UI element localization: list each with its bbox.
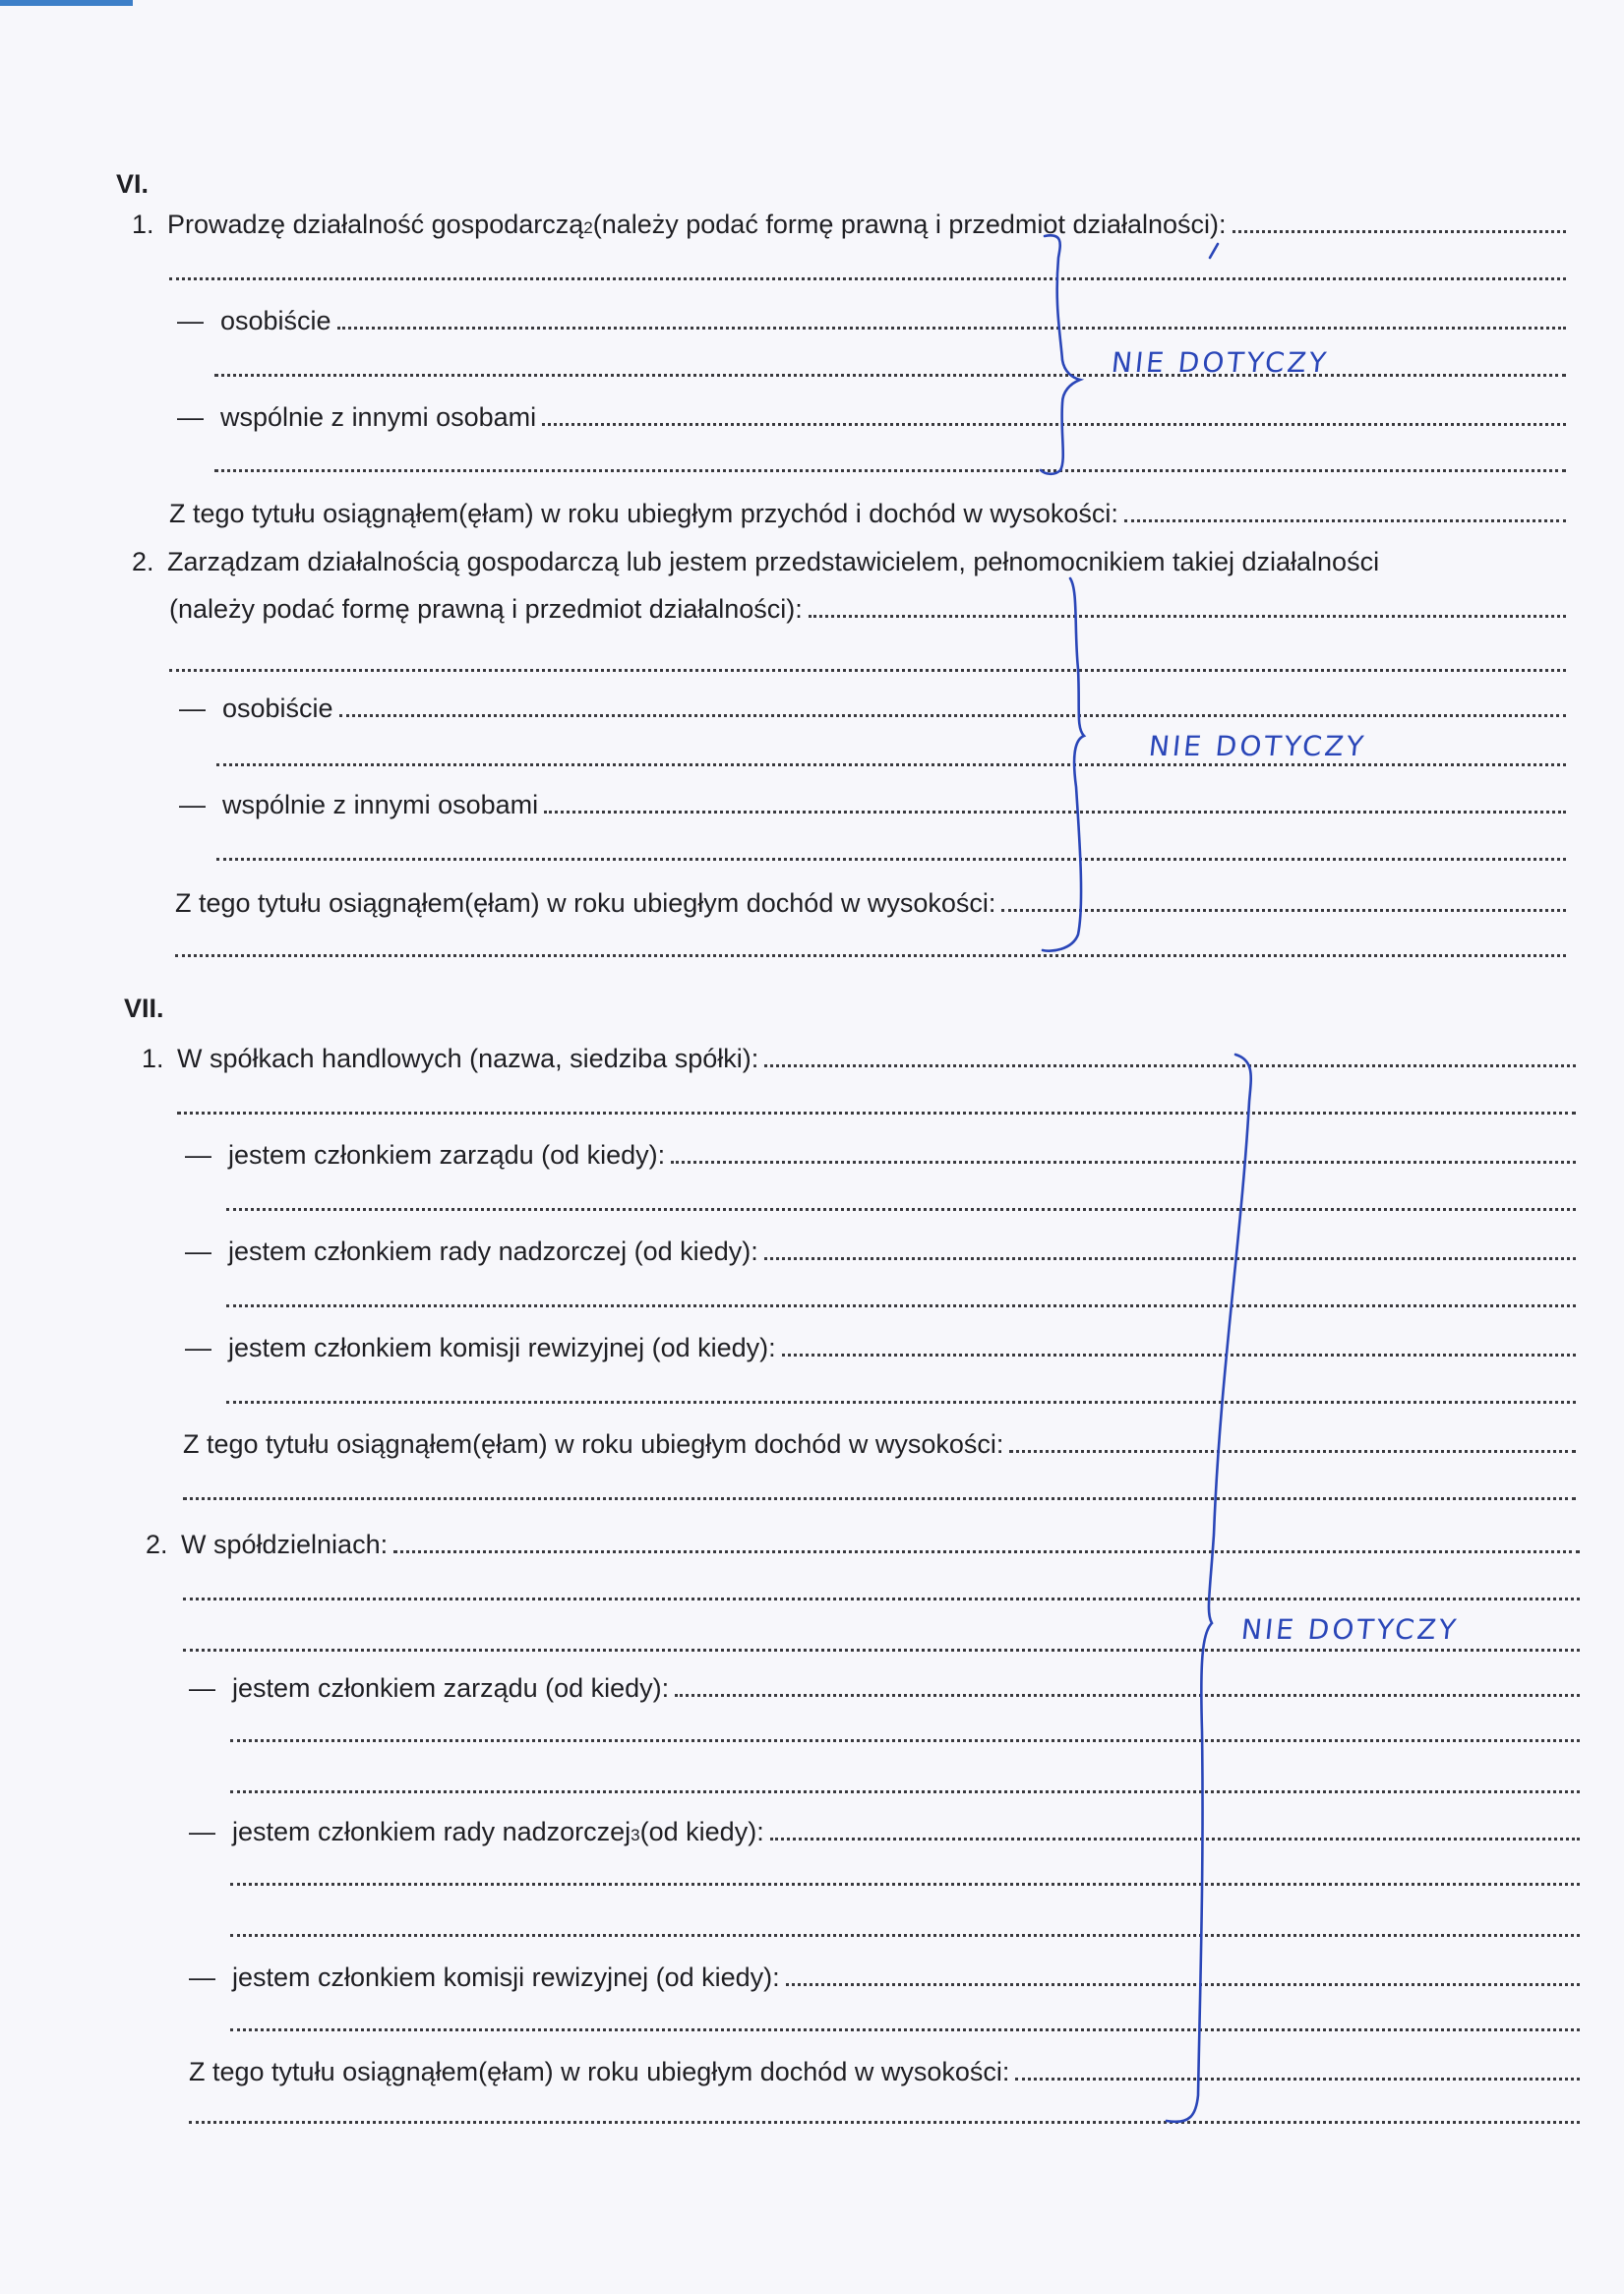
income-label: Z tego tytułu osiągnąłem(ęłam) w roku ubiegłym przychód i dochód w wysokości:: [169, 499, 1118, 528]
dash: —: [189, 1817, 215, 1846]
s7-item2-text: W spółdzielniach:: [181, 1530, 389, 1559]
personal-label: osobiście: [220, 306, 331, 335]
s7-item2-number: 2.: [146, 1530, 168, 1559]
s6-item1-label: 1. Prowadzę działalność gospodarczą 2 (należy podać formę prawną i przedmiot działalności):: [132, 209, 1566, 240]
s7-item1-number: 1.: [142, 1044, 164, 1073]
handwritten-note-2: NIE DOTYCZY: [1147, 730, 1368, 762]
s7-item2-board: [189, 1672, 1580, 1704]
fill-line[interactable]: [764, 1063, 1576, 1067]
fill-line[interactable]: [175, 954, 1566, 957]
fill-line[interactable]: [189, 2121, 1580, 2124]
fill-line[interactable]: [809, 614, 1566, 618]
s7-item2-supervisory: — jestem członkiem rady nadzorczej 3 (od kiedy):: [189, 1816, 1580, 1847]
fill-line[interactable]: [226, 1304, 1576, 1307]
fill-line[interactable]: [230, 1883, 1580, 1886]
fill-line[interactable]: [339, 713, 1566, 717]
fill-line[interactable]: [764, 1256, 1576, 1260]
dash: —: [177, 306, 204, 335]
fill-line[interactable]: [226, 1208, 1576, 1211]
fill-line[interactable]: [782, 1353, 1576, 1357]
s7-item1-text: W spółkach handlowych (nazwa, siedziba spółki):: [177, 1044, 759, 1073]
fill-line[interactable]: [1124, 518, 1566, 522]
audit-label: jestem członkiem komisji rewizyjnej (od kiedy):: [228, 1333, 776, 1362]
fill-line[interactable]: [770, 1837, 1580, 1841]
s7-item2-income: [189, 2056, 1580, 2087]
supervisory-label: jestem członkiem rady nadzorczej (od kiedy):: [228, 1237, 758, 1266]
fill-line[interactable]: [675, 1693, 1580, 1697]
s6-item2-income: [175, 887, 1566, 919]
s6-item1-text: Prowadzę działalność gospodarczą: [167, 210, 584, 239]
fill-line[interactable]: [1015, 2077, 1580, 2081]
board-label: jestem członkiem zarządu (od kiedy):: [228, 1140, 666, 1170]
fill-line[interactable]: [226, 1401, 1576, 1404]
s7-item1-audit: [185, 1332, 1576, 1363]
dash: —: [185, 1333, 211, 1362]
dash: —: [179, 790, 206, 819]
fill-line[interactable]: [786, 1982, 1580, 1986]
fill-line[interactable]: [671, 1160, 1576, 1164]
s6-item2-label-line2: [169, 593, 1566, 625]
s6-item2-personal: [179, 693, 1566, 724]
income-label: Z tego tytułu osiągnąłem(ęłam) w roku ubiegłym dochód w wysokości:: [175, 888, 996, 918]
s7-item1-label: [142, 1043, 1576, 1074]
fill-line[interactable]: [1009, 1449, 1576, 1453]
supervisory-label: jestem członkiem rady nadzorczej: [232, 1817, 632, 1846]
fill-line[interactable]: [216, 858, 1566, 861]
s6-item2-label-line1: [132, 546, 1566, 577]
fill-line[interactable]: [542, 422, 1566, 426]
s7-item1-income: [183, 1428, 1576, 1460]
fill-line[interactable]: [183, 1497, 1576, 1500]
joint-label: wspólnie z innymi osobami: [220, 402, 537, 432]
s7-item1-supervisory: [185, 1236, 1576, 1267]
s7-item2-audit: [189, 1962, 1580, 1993]
fill-line[interactable]: [169, 277, 1566, 280]
income-label: Z tego tytułu osiągnąłem(ęłam) w roku ubiegłym dochód w wysokości:: [189, 2057, 1010, 2086]
handwritten-note-3: NIE DOTYCZY: [1239, 1613, 1461, 1646]
fill-line[interactable]: [177, 1112, 1576, 1115]
board-label: jestem członkiem zarządu (od kiedy):: [232, 1673, 670, 1703]
joint-label: wspólnie z innymi osobami: [222, 790, 539, 819]
fill-line[interactable]: [230, 1739, 1580, 1742]
dash: —: [189, 1673, 215, 1703]
s6-item1-joint: [177, 401, 1566, 433]
s6-item1-income: [169, 498, 1566, 529]
s7-item1-board: [185, 1139, 1576, 1171]
s6-item1-personal: [177, 305, 1566, 336]
dash: —: [185, 1237, 211, 1266]
section-6-heading: VI.: [116, 169, 150, 199]
personal-label: osobiście: [222, 694, 333, 723]
fill-line[interactable]: [230, 1934, 1580, 1937]
s7-item2-label: [146, 1529, 1580, 1560]
fill-line[interactable]: [337, 326, 1566, 330]
fill-line[interactable]: [230, 2028, 1580, 2031]
s6-item2-number: 2.: [132, 547, 154, 576]
supervisory-label-tail: (od kiedy):: [639, 1817, 764, 1846]
scan-corner-mark: [0, 0, 133, 6]
audit-label: jestem członkiem komisji rewizyjnej (od kiedy):: [232, 1962, 780, 1992]
s6-item2-joint: [179, 789, 1566, 820]
s6-item2-text: Zarządzam działalnością gospodarczą lub jestem przedstawicielem, pełnomocnikiem takiej działalności: [167, 547, 1380, 576]
fill-line[interactable]: [183, 1598, 1580, 1600]
s6-item1-number: 1.: [132, 210, 154, 239]
fill-line[interactable]: [216, 763, 1566, 766]
s6-item1-text-tail: (należy podać formę prawną i przedmiot działalności):: [592, 210, 1227, 239]
fill-line[interactable]: [393, 1549, 1580, 1553]
dash: —: [177, 402, 204, 432]
fill-line[interactable]: [230, 1790, 1580, 1793]
fill-line[interactable]: [1233, 229, 1566, 233]
fill-line[interactable]: [214, 469, 1566, 472]
fill-line[interactable]: [214, 374, 1566, 377]
handwritten-note-1: NIE DOTYCZY: [1110, 346, 1331, 379]
dash: —: [185, 1140, 211, 1170]
pen-tick: [1210, 244, 1218, 258]
dash: —: [189, 1962, 215, 1992]
fill-line[interactable]: [1001, 908, 1566, 912]
income-label: Z tego tytułu osiągnąłem(ęłam) w roku ubiegłym dochód w wysokości:: [183, 1429, 1004, 1459]
section-7-heading: VII.: [124, 994, 164, 1023]
fill-line[interactable]: [169, 669, 1566, 672]
fill-line[interactable]: [183, 1649, 1580, 1652]
fill-line[interactable]: [544, 810, 1566, 814]
dash: —: [179, 694, 206, 723]
s6-item2-text-2: (należy podać formę prawną i przedmiot działalności):: [169, 594, 803, 624]
bracket-1: [1041, 235, 1080, 473]
